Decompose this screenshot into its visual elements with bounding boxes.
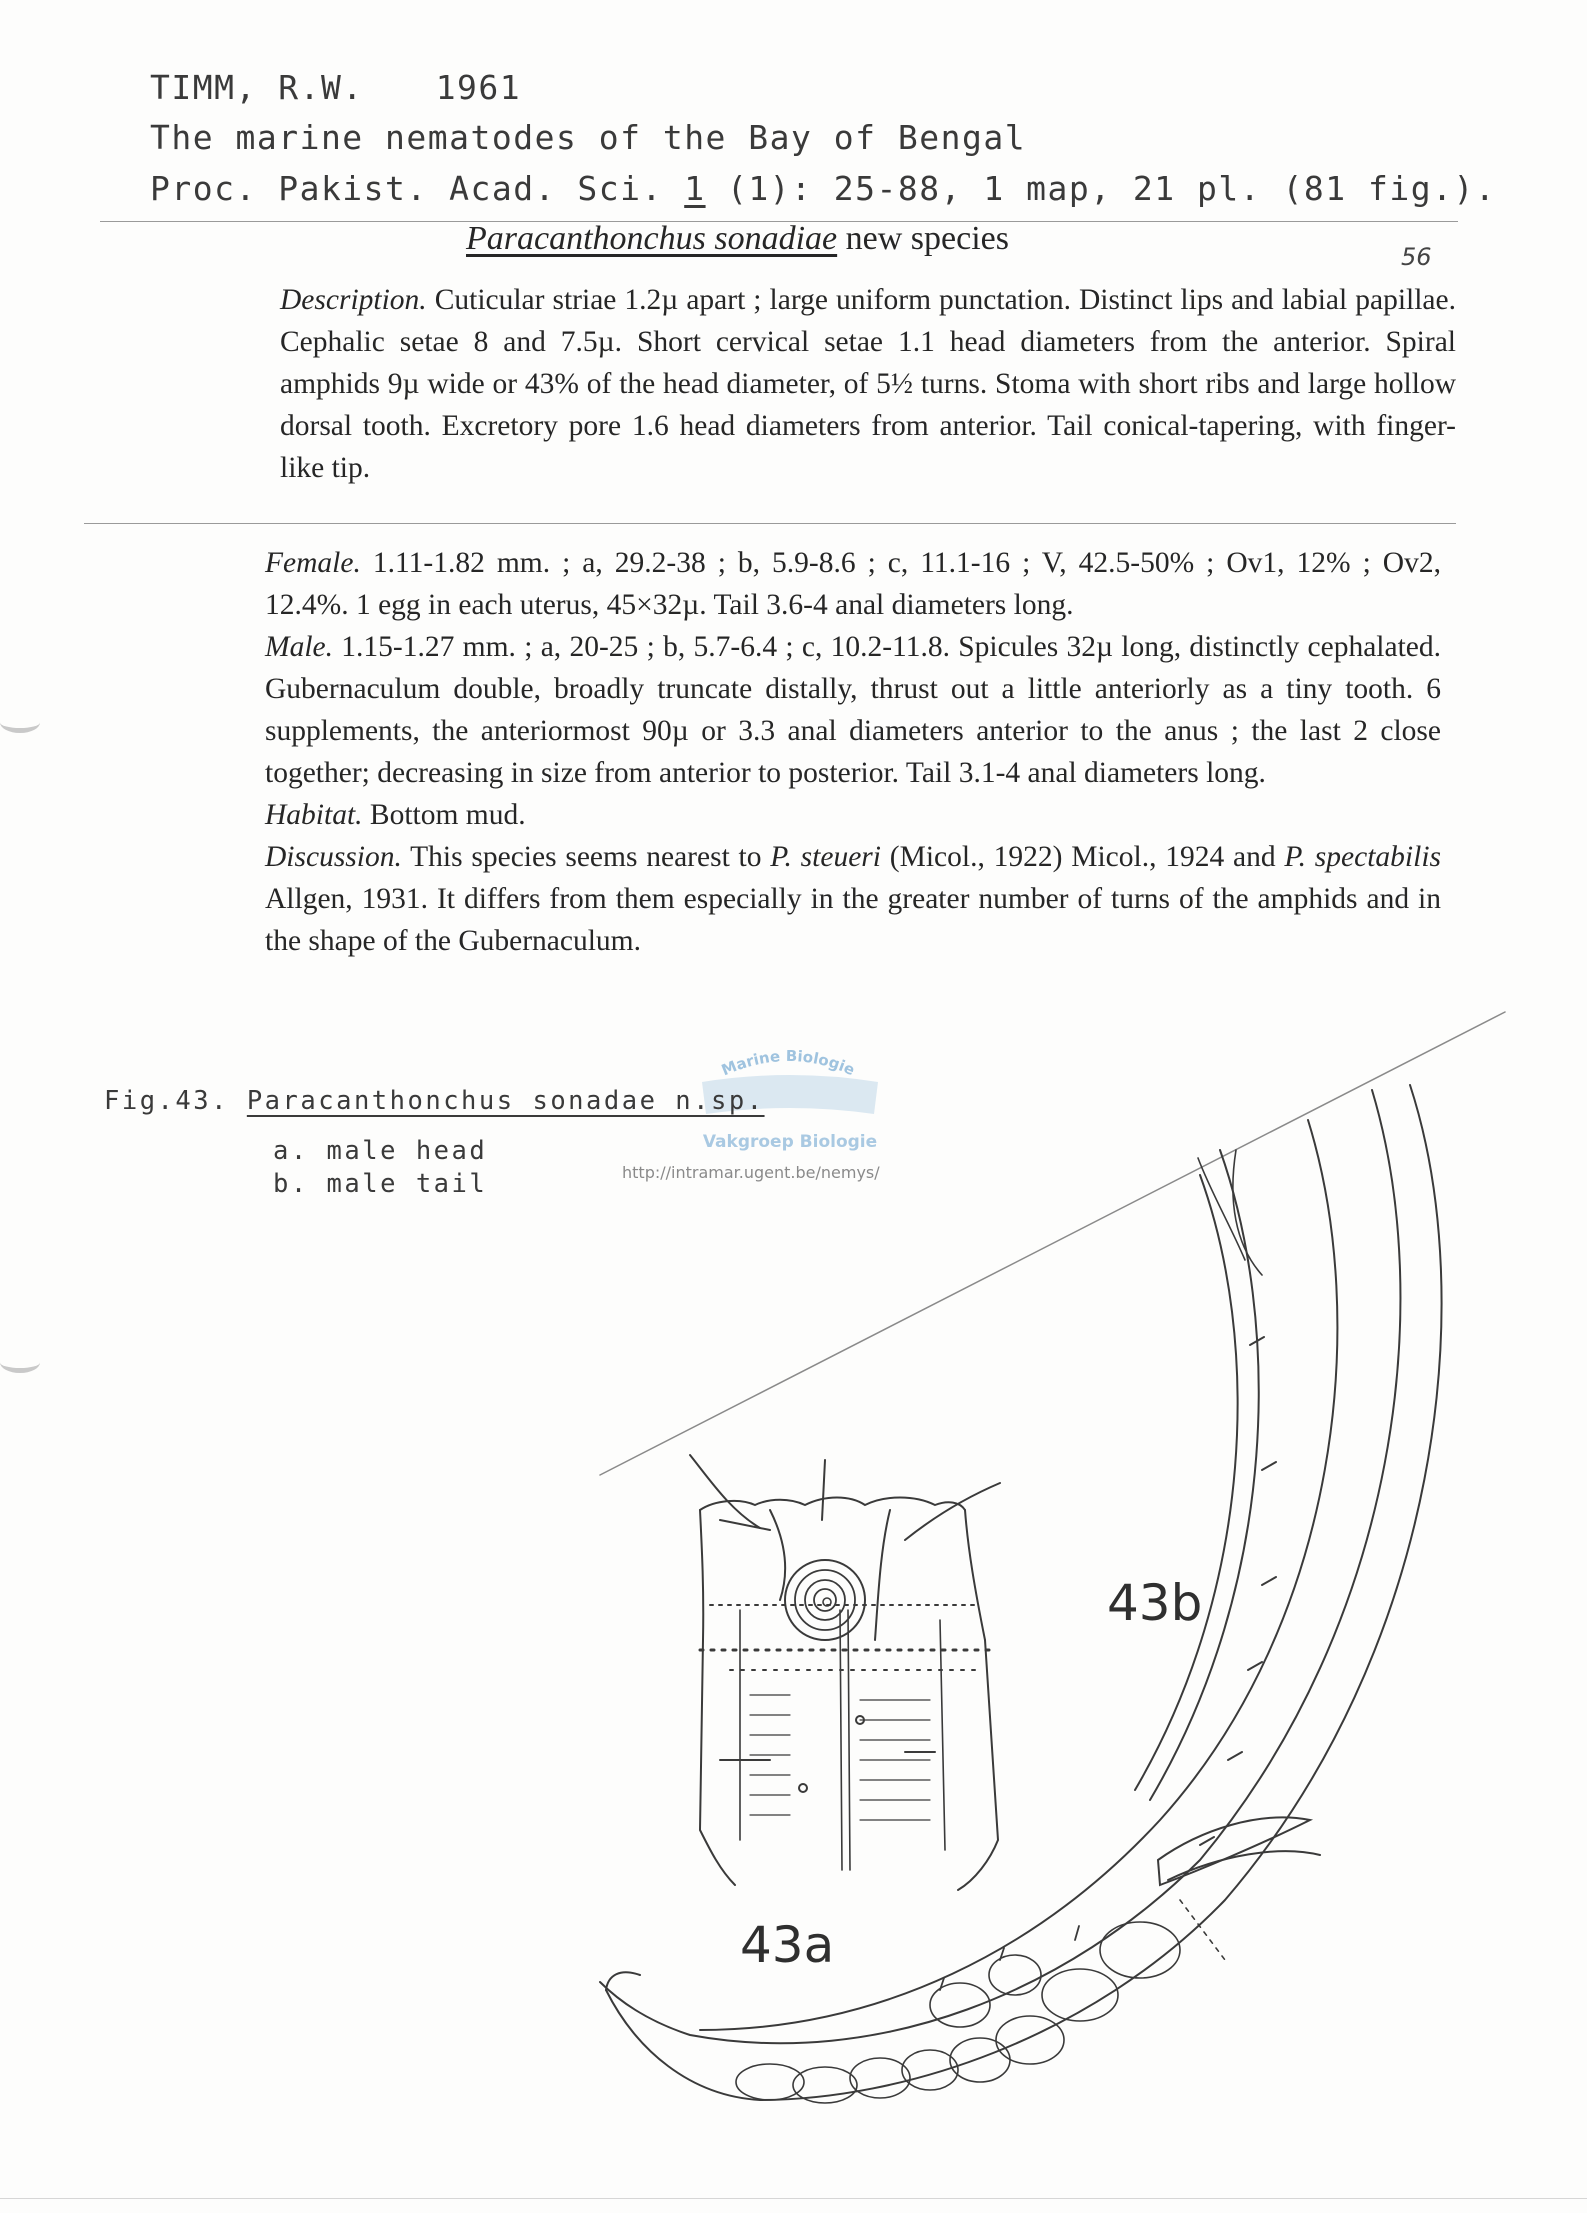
watermark-arc-text: Marine Biologie [718, 1046, 858, 1080]
figure-species: Paracanthonchus sonadae n.sp. [246, 1086, 765, 1116]
body-inner-contour [700, 1120, 1337, 2030]
body-outer-contour [600, 1090, 1400, 2043]
figure-label-43a: 43a [740, 1916, 835, 1974]
amphid-spiral [785, 1560, 865, 1640]
discussion-label: Discussion. [265, 841, 402, 873]
oesophagus-wall [840, 1610, 842, 1870]
anus-marker [1180, 1900, 1225, 1960]
legend-b: b. male tail [273, 1169, 488, 1199]
cephalic-seta [905, 1483, 1000, 1540]
head-outline [965, 1510, 985, 1640]
figure-label-43b: 43b [1107, 1574, 1203, 1632]
citation-journal: Proc. Pakist. Acad. Sci. 1 (1): 25-88, 1 map, 21 pl. (81 fig.). [150, 169, 1497, 208]
intestine-line [1135, 1175, 1238, 1790]
reference-species: P. spectabilis [1284, 841, 1441, 873]
oesophagus-wall [940, 1620, 945, 1850]
description-text: Cuticular striae 1.2µ apart ; large uniform punctation. Distinct lips and labial papillae. Cephalic setae 8 and 7.5µ. Short cervical setae 1.1 head diameters from the anterior. Spiral amphids 9µ wide or 43% of the head diameter, of 5½ turns. Stoma with short ribs and large hollow dorsal tooth. Excretory pore 1.6 head diameters from anterior. Tail conical-tapering, with finger-like tip. [280, 284, 1456, 484]
head-outline [958, 1640, 998, 1890]
page-bottom-edge [0, 2198, 1587, 2199]
female-label: Female. [265, 547, 361, 579]
watermark-url: http://intramar.ugent.be/nemys/ [622, 1163, 880, 1182]
figure-separator-line [600, 1012, 1505, 1475]
species-name: Paracanthonchus sonadiae [466, 220, 838, 257]
reference-species: P. steueri [770, 841, 881, 873]
tail-tip [606, 1972, 640, 1990]
habitat-text: Bottom mud. [369, 799, 526, 831]
female-text: 1.11-1.82 mm. ; a, 29.2-38 ; b, 5.9-8.6 ; c, 11.1-16 ; V, 42.5-50% ; Ov1, 12% ; Ov2, 12.4%. 1 egg in each uterus, 45×32µ. Tail 3.6-4 anal diameters long. [265, 547, 1441, 621]
page-note: 56 [1401, 243, 1432, 271]
description-label: Description. [280, 284, 427, 316]
lips [700, 1498, 965, 1511]
male-text: 1.15-1.27 mm. ; a, 20-25 ; b, 5.7-6.4 ; c, 10.2-11.8. Spicules 32µ long, distinctly cephalated. Gubernaculum double, broadly truncate distally, thrust out a little anteriorly as a tiny tooth. 6 supplements, the anteriormost 90µ or 3.3 anal diameters anterior to the anus ; the last 2 close together; decreasing in size from anterior to posterior. Tail 3.1-4 anal diameters long. [265, 631, 1441, 789]
cephalic-seta [822, 1460, 825, 1520]
male-tail-drawing [600, 1085, 1442, 2103]
citation-year: 1961 [435, 68, 522, 107]
watermark-group: Vakgroep Biologie [702, 1132, 878, 1152]
body-outer-contour [606, 1085, 1442, 2100]
cephalic-seta [720, 1520, 770, 1530]
figure-number: Fig.43. [104, 1086, 229, 1116]
species-status: new species [845, 220, 1009, 257]
citation-title: The marine nematodes of the Bay of Bengal [150, 118, 1027, 157]
citation-volume: 1 [684, 169, 706, 208]
legend-a: a. male head [273, 1136, 488, 1166]
discussion-paragraph: Discussion. This species seems nearest to P. steueri (Micol., 1922) Micol., 1924 and P. spectabilis Allgen, 1931. It differs from them especially in the greater number of turns of the amphids and in the shape of the Gubernaculum. [265, 841, 1441, 957]
stoma-wall [875, 1510, 890, 1640]
habitat-label: Habitat. [265, 799, 363, 831]
excretory-pore [799, 1784, 807, 1792]
oesophagus-wall [848, 1610, 850, 1870]
stoma-wall [770, 1510, 785, 1600]
citation-author: TIMM, R.W. [150, 68, 364, 107]
male-head-drawing [690, 1455, 1000, 1890]
anal-setae [940, 1926, 1079, 1990]
male-label: Male. [265, 631, 333, 663]
head-outline [700, 1640, 735, 1885]
head-outline [700, 1510, 703, 1640]
